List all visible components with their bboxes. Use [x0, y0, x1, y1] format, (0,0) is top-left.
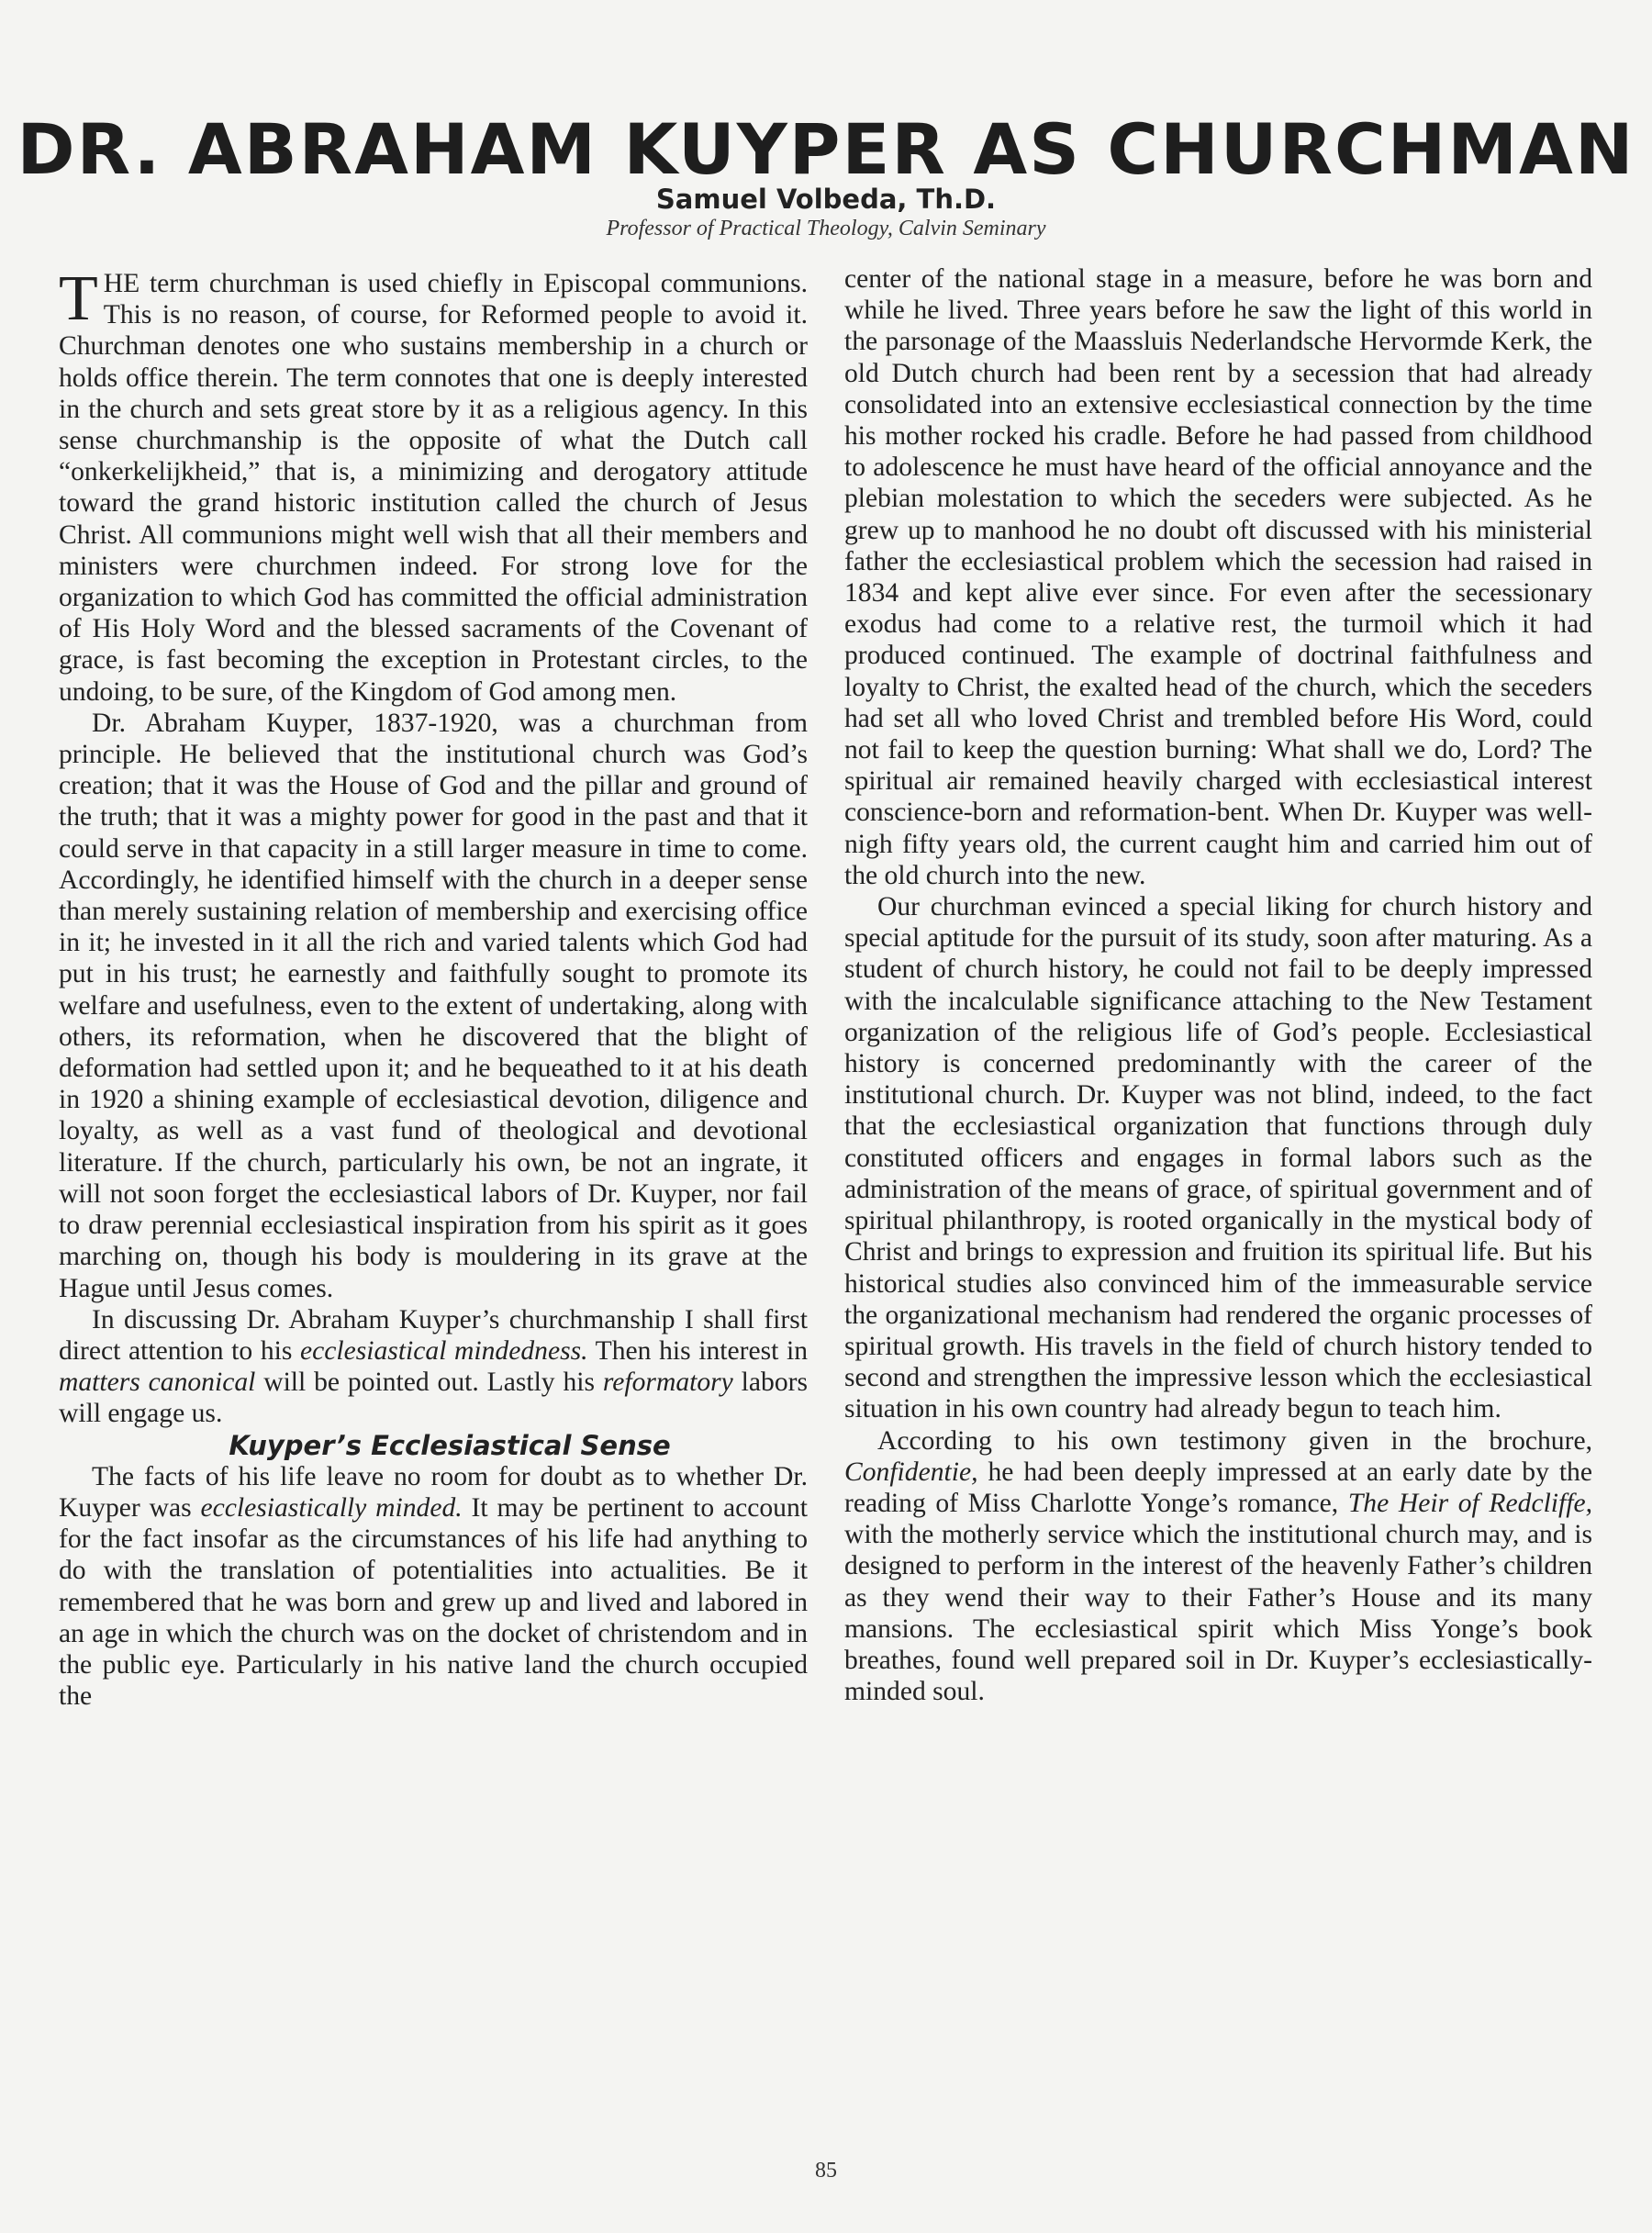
author-affiliation: Professor of Practical Theology, Calvin Seminary: [606, 217, 1046, 240]
emphasis: reformatory: [602, 1368, 733, 1398]
paragraph-text: labors will engage us.: [59, 1368, 808, 1429]
emphasis: Confidentie,: [844, 1457, 978, 1487]
paragraph: [59, 263, 808, 708]
paragraph: Our churchman evinced a special liking for church history and special aptitude for the pursuit of its study, soon after maturing. As a student of church history, he could not fail to be deeply impressed with the incalculable significance attaching to the New Testament organization of the religious life of God’s people. Ecclesiastical history is concerned predominantly with the career of the institutional church. Dr. Kuyper was not blind, indeed, to the fact that the ecclesiastical organization that functions through duly constituted officers and engages in formal labors such as the administration of the means of grace, of spiritual government and of spiritual philanthropy, is rooted organically in the mystical body of Christ and brings to expression and fruition its spiritual life. But his historical studies also convinced him of the immeasurable service the organizational mechanism had rendered the organic processes of spiritual growth. His travels in the field of church history tended to second and strengthen the impressive lesson which the ecclesiastical situation in his own country had already begun to teach him.: [844, 892, 1592, 1424]
paragraph: Dr. Abraham Kuyper, 1837-1920, was a churchman from principle. He believed that the institutional church was God’s creation; that it was the House of God and the pillar and ground of the truth; that it was a mighty power for good in the past and that it could serve in that capacity in a still larger measure in time to come. Accordingly, he identified himself with the church in a deeper sense than merely sustaining relation of membership and exercising office in it; he invested in it all the rich and varied talents which God had put in his trust; he earnestly and faithfully sought to promote its welfare and usefulness, even to the extent of undertaking, along with others, its reformation, when he discovered that the blight of deformation had settled upon it; and he bequeathed to it at his death in 1920 a shining example of ecclesiastical devotion, diligence and loyalty, as well as a vast fund of theological and devotional literature. If the church, particularly his own, be not an ingrate, it will not soon forget the ecclesiastical labors of Dr. Kuyper, nor fail to draw perennial ecclesiastical inspiration from his spirit as it goes marching on, though his body is mouldering in its grave at the Hague until Jesus comes.: [59, 708, 808, 1303]
paragraph-text: he had been deeply impressed at an early date by the reading of Miss Charlotte Yonge’s romance,: [844, 1457, 1592, 1518]
paragraph-text: HE term churchman is used chiefly in Episcopal communions. This is no reason, of course, for Reformed people to avoid it. Churchman denotes one who sustains membership in a church or holds office therein. The term connotes that one is deeply interested in the church and sets great store by it as a religious agency. In this sense churchmanship is the opposite of what the Dutch call “onkerkelijkheid,” that is, a minimizing and derogatory attitude toward the grand historic institution called the church of Jesus Christ. All communions might well wish that all their members and ministers were churchmen indeed. For strong love for the organization to which God has committed the official administration of His Holy Word and the blessed sacraments of the Covenant of grace, is fast becoming the exception in Protestant circles, to the undoing, to be sure, of the Kingdom of God among men.: [59, 269, 808, 707]
paragraph-text: It may be pertinent to account for the fact insofar as the circumstances of his life had anything to do with the translation of potentialities into actualities. Be it remembered that he was born and grew up and lived and labored in an age in which the church was on the docket of christendom and in the public eye. Particularly in his native land the church occupied the: [59, 1492, 808, 1712]
paragraph: [59, 1304, 808, 1430]
emphasis: matters canonical: [59, 1368, 256, 1398]
emphasis: ecclesiastical mindedness.: [300, 1335, 588, 1366]
section-heading: Kuyper’s Ecclesiastical Sense: [229, 1429, 671, 1461]
paragraph-text: Then his interest in: [587, 1335, 808, 1366]
paragraph-text: According to his own testimony given in the brochure,: [877, 1425, 1592, 1456]
left-column: [59, 263, 808, 1712]
page-number: 85: [815, 2159, 837, 2183]
paragraph-text: will be pointed out. Lastly his: [255, 1368, 603, 1398]
drop-cap: T: [59, 263, 98, 334]
paragraph-text: In discussing Dr. Abraham Kuyper’s churchmanship I shall first direct attention to his: [59, 1304, 808, 1366]
paragraph: center of the national stage in a measure, before he was born and while he lived. Three years before he saw the light of this world in the parsonage of the Maassluis Nederlandsche Hervormde Kerk, the old Dutch church had been rent by a secession that had already consolidated into an extensive ecclesiastical connection by the time his mother rocked his cradle. Before he had passed from childhood to adolescence he must have heard of the official annoyance and the plebian molestation to which the seceders were subjected. As he grew up to manhood he no doubt oft discussed with his ministerial father the ecclesiastical problem which the secession had raised in 1834 and kept alive ever since. For even after the secessionary exodus had come to a relative rest, the turmoil which it had produced continued. The example of doctrinal faithfulness and loyalty to Christ, the exalted head of the church, which the seceders had set all who loved Christ and trembled before His Word, could not fail to keep the question burning: What shall we do, Lord? The spiritual air remained heavily charged with ecclesiastical interest conscience-born and reformation-bent. When Dr. Kuyper was wellnigh fifty years old, the current caught him and carried him out of the old church into the new.: [844, 264, 1592, 890]
paragraph: [844, 1425, 1592, 1708]
emphasis: The Heir of Redcliffe,: [1347, 1488, 1592, 1518]
emphasis: ecclesiastically minded.: [200, 1492, 463, 1523]
paragraph-text: The facts of his life leave no room for doubt as to whether Dr. Kuyper was: [59, 1461, 808, 1523]
paragraph: [59, 1461, 808, 1713]
paragraph-text: with the motherly service which the institutional church may, and is designed to perform in the interest of the heavenly Father’s children as they wend their way to their Father’s House and its many mansions. The ecclesiastical spirit which Miss Yonge’s book breathes, found well prepared soil in Dr. Kuyper’s ecclesiastically-minded soul.: [844, 1520, 1592, 1707]
right-column: [844, 263, 1592, 1707]
article-title: DR. ABRAHAM KUYPER AS CHURCHMAN: [17, 108, 1635, 190]
author-name: Samuel Volbeda, Th.D.: [655, 184, 997, 215]
